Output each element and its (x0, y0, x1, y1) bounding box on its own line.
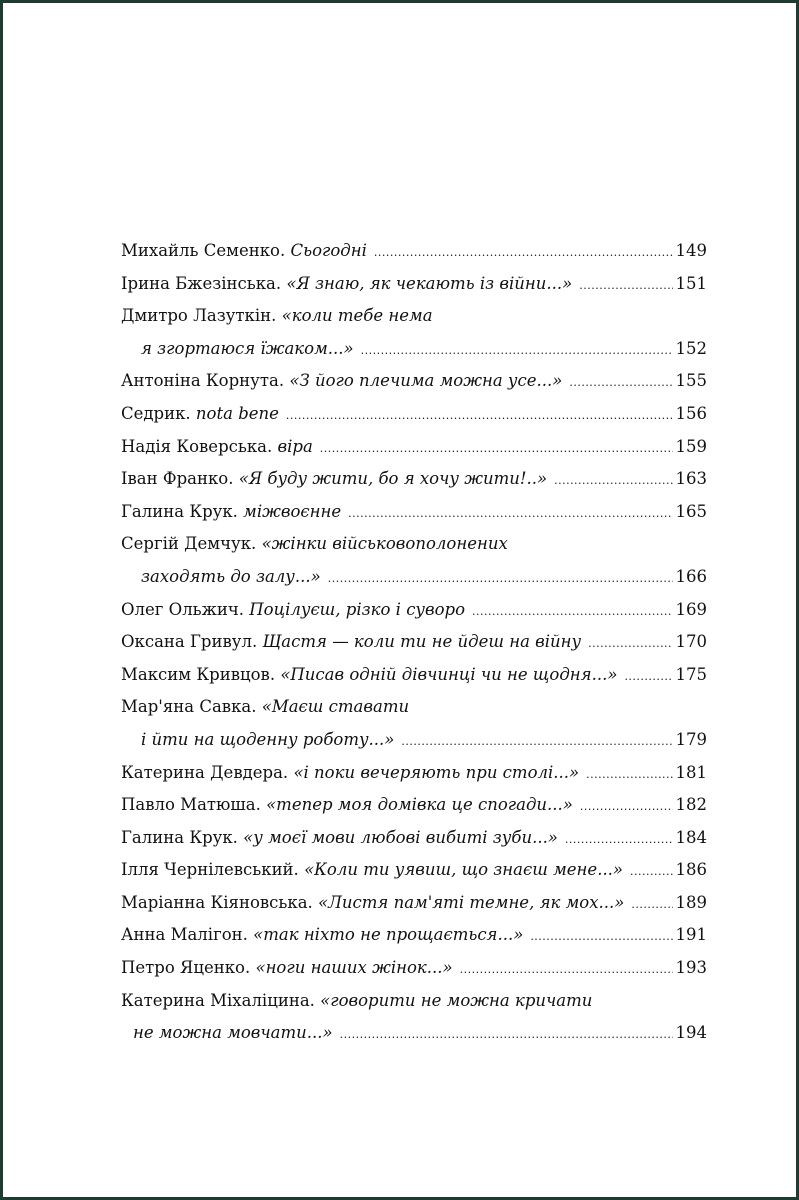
dot-leader (586, 759, 672, 792)
page-number: 163 (675, 469, 707, 489)
toc-entry (121, 887, 707, 920)
toc-title: «Листя пам'яті темне, як мох...» (318, 892, 625, 912)
dot-leader (348, 498, 672, 531)
toc-line (121, 757, 707, 790)
toc-author: Ірина Бжезінська. (121, 273, 282, 293)
dot-leader (580, 791, 673, 824)
dot-leader (554, 465, 672, 498)
toc-author: Олег Ольжич. (121, 599, 244, 619)
toc-line (121, 822, 707, 855)
toc-author: Сергій Демчук. (121, 534, 257, 554)
dot-leader (630, 856, 672, 889)
toc-title: «жінки військовополонених (261, 534, 508, 554)
toc-author: Галина Крук. (121, 827, 238, 847)
toc-line (121, 985, 707, 1018)
page-number: 166 (675, 566, 707, 586)
page-number: 169 (675, 599, 707, 619)
table-of-contents (121, 235, 707, 1050)
toc-line-continued (121, 561, 707, 594)
toc-title: «так ніхто не прощається...» (253, 925, 524, 945)
toc-title: «Писав одній дівчинці чи не щодня...» (280, 664, 618, 684)
toc-entry (121, 594, 707, 627)
page-number: 156 (675, 403, 707, 423)
toc-line (121, 952, 707, 985)
page-number: 165 (675, 501, 707, 521)
dot-leader (460, 954, 673, 987)
toc-line (121, 528, 707, 561)
dot-leader (320, 433, 673, 466)
toc-entry (121, 919, 707, 952)
toc-author: Галина Крук. (121, 501, 238, 521)
toc-line (121, 496, 707, 529)
toc-title-continued: заходять до залу...» (141, 566, 321, 586)
toc-line (121, 365, 707, 398)
toc-line-continued (121, 724, 707, 757)
toc-title-continued: і йти на щоденну роботу...» (141, 729, 395, 749)
toc-author: Мар'яна Савка. (121, 697, 257, 717)
book-page (3, 3, 796, 1197)
toc-title: «Коли ти уявиш, що знаєш мене...» (304, 860, 624, 880)
toc-entry (121, 528, 707, 593)
toc-author: Надія Коверська. (121, 436, 273, 456)
dot-leader (569, 367, 672, 400)
page-number: 179 (675, 729, 707, 749)
toc-title: «говорити не можна кричати (320, 990, 593, 1010)
toc-title-continued: я згортаюся їжаком...» (141, 338, 354, 358)
toc-entry (121, 300, 707, 365)
toc-title: «Я знаю, як чекають із війни...» (286, 273, 573, 293)
toc-author: Анна Малігон. (121, 925, 248, 945)
page-number: 189 (675, 892, 707, 912)
toc-entry (121, 235, 707, 268)
toc-line (121, 594, 707, 627)
toc-entry (121, 496, 707, 529)
toc-line (121, 854, 707, 887)
dot-leader (565, 824, 673, 857)
toc-entry (121, 463, 707, 496)
toc-line (121, 398, 707, 431)
toc-author: Дмитро Лазуткін. (121, 306, 277, 326)
toc-line (121, 789, 707, 822)
toc-title: «тепер моя домівка це спогади...» (266, 795, 573, 815)
page-number: 175 (675, 664, 707, 684)
page-number: 181 (675, 762, 707, 782)
toc-line (121, 919, 707, 952)
dot-leader (472, 596, 672, 629)
toc-author: Антоніна Корнута. (121, 371, 285, 391)
page-number: 149 (675, 241, 707, 260)
toc-line (121, 300, 707, 333)
dot-leader (374, 237, 673, 270)
toc-title: nota bene (195, 403, 279, 423)
toc-line (121, 463, 707, 496)
toc-entry (121, 854, 707, 887)
toc-author: Павло Матюша. (121, 795, 261, 815)
toc-author: Оксана Гривул. (121, 632, 258, 652)
page-number: 184 (675, 827, 707, 847)
toc-author: Катерина Міхаліцина. (121, 990, 315, 1010)
toc-author: Седрик. (121, 403, 191, 423)
toc-entry (121, 659, 707, 692)
toc-title: «у моєї мови любові вибиті зуби...» (243, 827, 558, 847)
toc-title: «Маєш ставати (261, 697, 410, 717)
dot-leader (328, 563, 673, 596)
dot-leader (588, 628, 672, 661)
dot-leader (624, 661, 672, 694)
dot-leader (530, 921, 672, 954)
toc-entry (121, 268, 707, 301)
toc-author: Маріанна Кіяновська. (121, 892, 313, 912)
toc-author: Іван Франко. (121, 469, 234, 489)
toc-title: Щастя — коли ти не йдеш на війну (262, 632, 582, 652)
toc-line (121, 268, 707, 301)
toc-entry (121, 822, 707, 855)
toc-line (121, 626, 707, 659)
page-number: 155 (675, 371, 707, 391)
toc-entry (121, 626, 707, 659)
toc-title: «Я буду жити, бо я хочу жити!..» (238, 469, 548, 489)
toc-author: Михайль Семенко. (121, 241, 286, 260)
toc-title: «З його плечима можна усе...» (289, 371, 563, 391)
toc-entry (121, 952, 707, 985)
toc-line-continued (121, 1017, 707, 1050)
dot-leader (631, 889, 672, 922)
page-number: 151 (675, 273, 707, 293)
page-number: 170 (675, 632, 707, 652)
page-number: 182 (675, 795, 707, 815)
page-number: 159 (675, 436, 707, 456)
page-number: 186 (675, 860, 707, 880)
toc-author: Катерина Девдера. (121, 762, 289, 782)
toc-author: Максим Кривцов. (121, 664, 276, 684)
dot-leader (340, 1019, 673, 1052)
toc-title: віра (277, 436, 313, 456)
toc-line (121, 235, 707, 268)
toc-entry (121, 789, 707, 822)
toc-entry (121, 691, 707, 756)
page-number: 152 (675, 338, 707, 358)
toc-title: Сьогодні (290, 241, 367, 260)
dot-leader (361, 335, 673, 368)
toc-entry (121, 398, 707, 431)
toc-author: Ілля Чернілевський. (121, 860, 299, 880)
toc-entry (121, 365, 707, 398)
toc-title-continued: не можна мовчати...» (133, 1023, 333, 1043)
toc-title: «ноги наших жінок...» (255, 958, 453, 978)
page-number: 193 (675, 958, 707, 978)
toc-title: міжвоєнне (243, 501, 342, 521)
toc-line (121, 659, 707, 692)
page-number: 191 (675, 925, 707, 945)
toc-line (121, 887, 707, 920)
toc-line-continued (121, 333, 707, 366)
toc-entry (121, 431, 707, 464)
toc-line (121, 431, 707, 464)
dot-leader (286, 400, 673, 433)
toc-line (121, 691, 707, 724)
toc-title: Поцілуєш, різко і суворо (249, 599, 466, 619)
page-number: 194 (675, 1023, 707, 1043)
dot-leader (401, 726, 672, 759)
toc-entry (121, 985, 707, 1050)
dot-leader (579, 270, 672, 303)
toc-entry (121, 757, 707, 790)
toc-title: «і поки вечеряють при столі...» (293, 762, 580, 782)
toc-title: «коли тебе нема (281, 306, 433, 326)
toc-author: Петро Яценко. (121, 958, 251, 978)
